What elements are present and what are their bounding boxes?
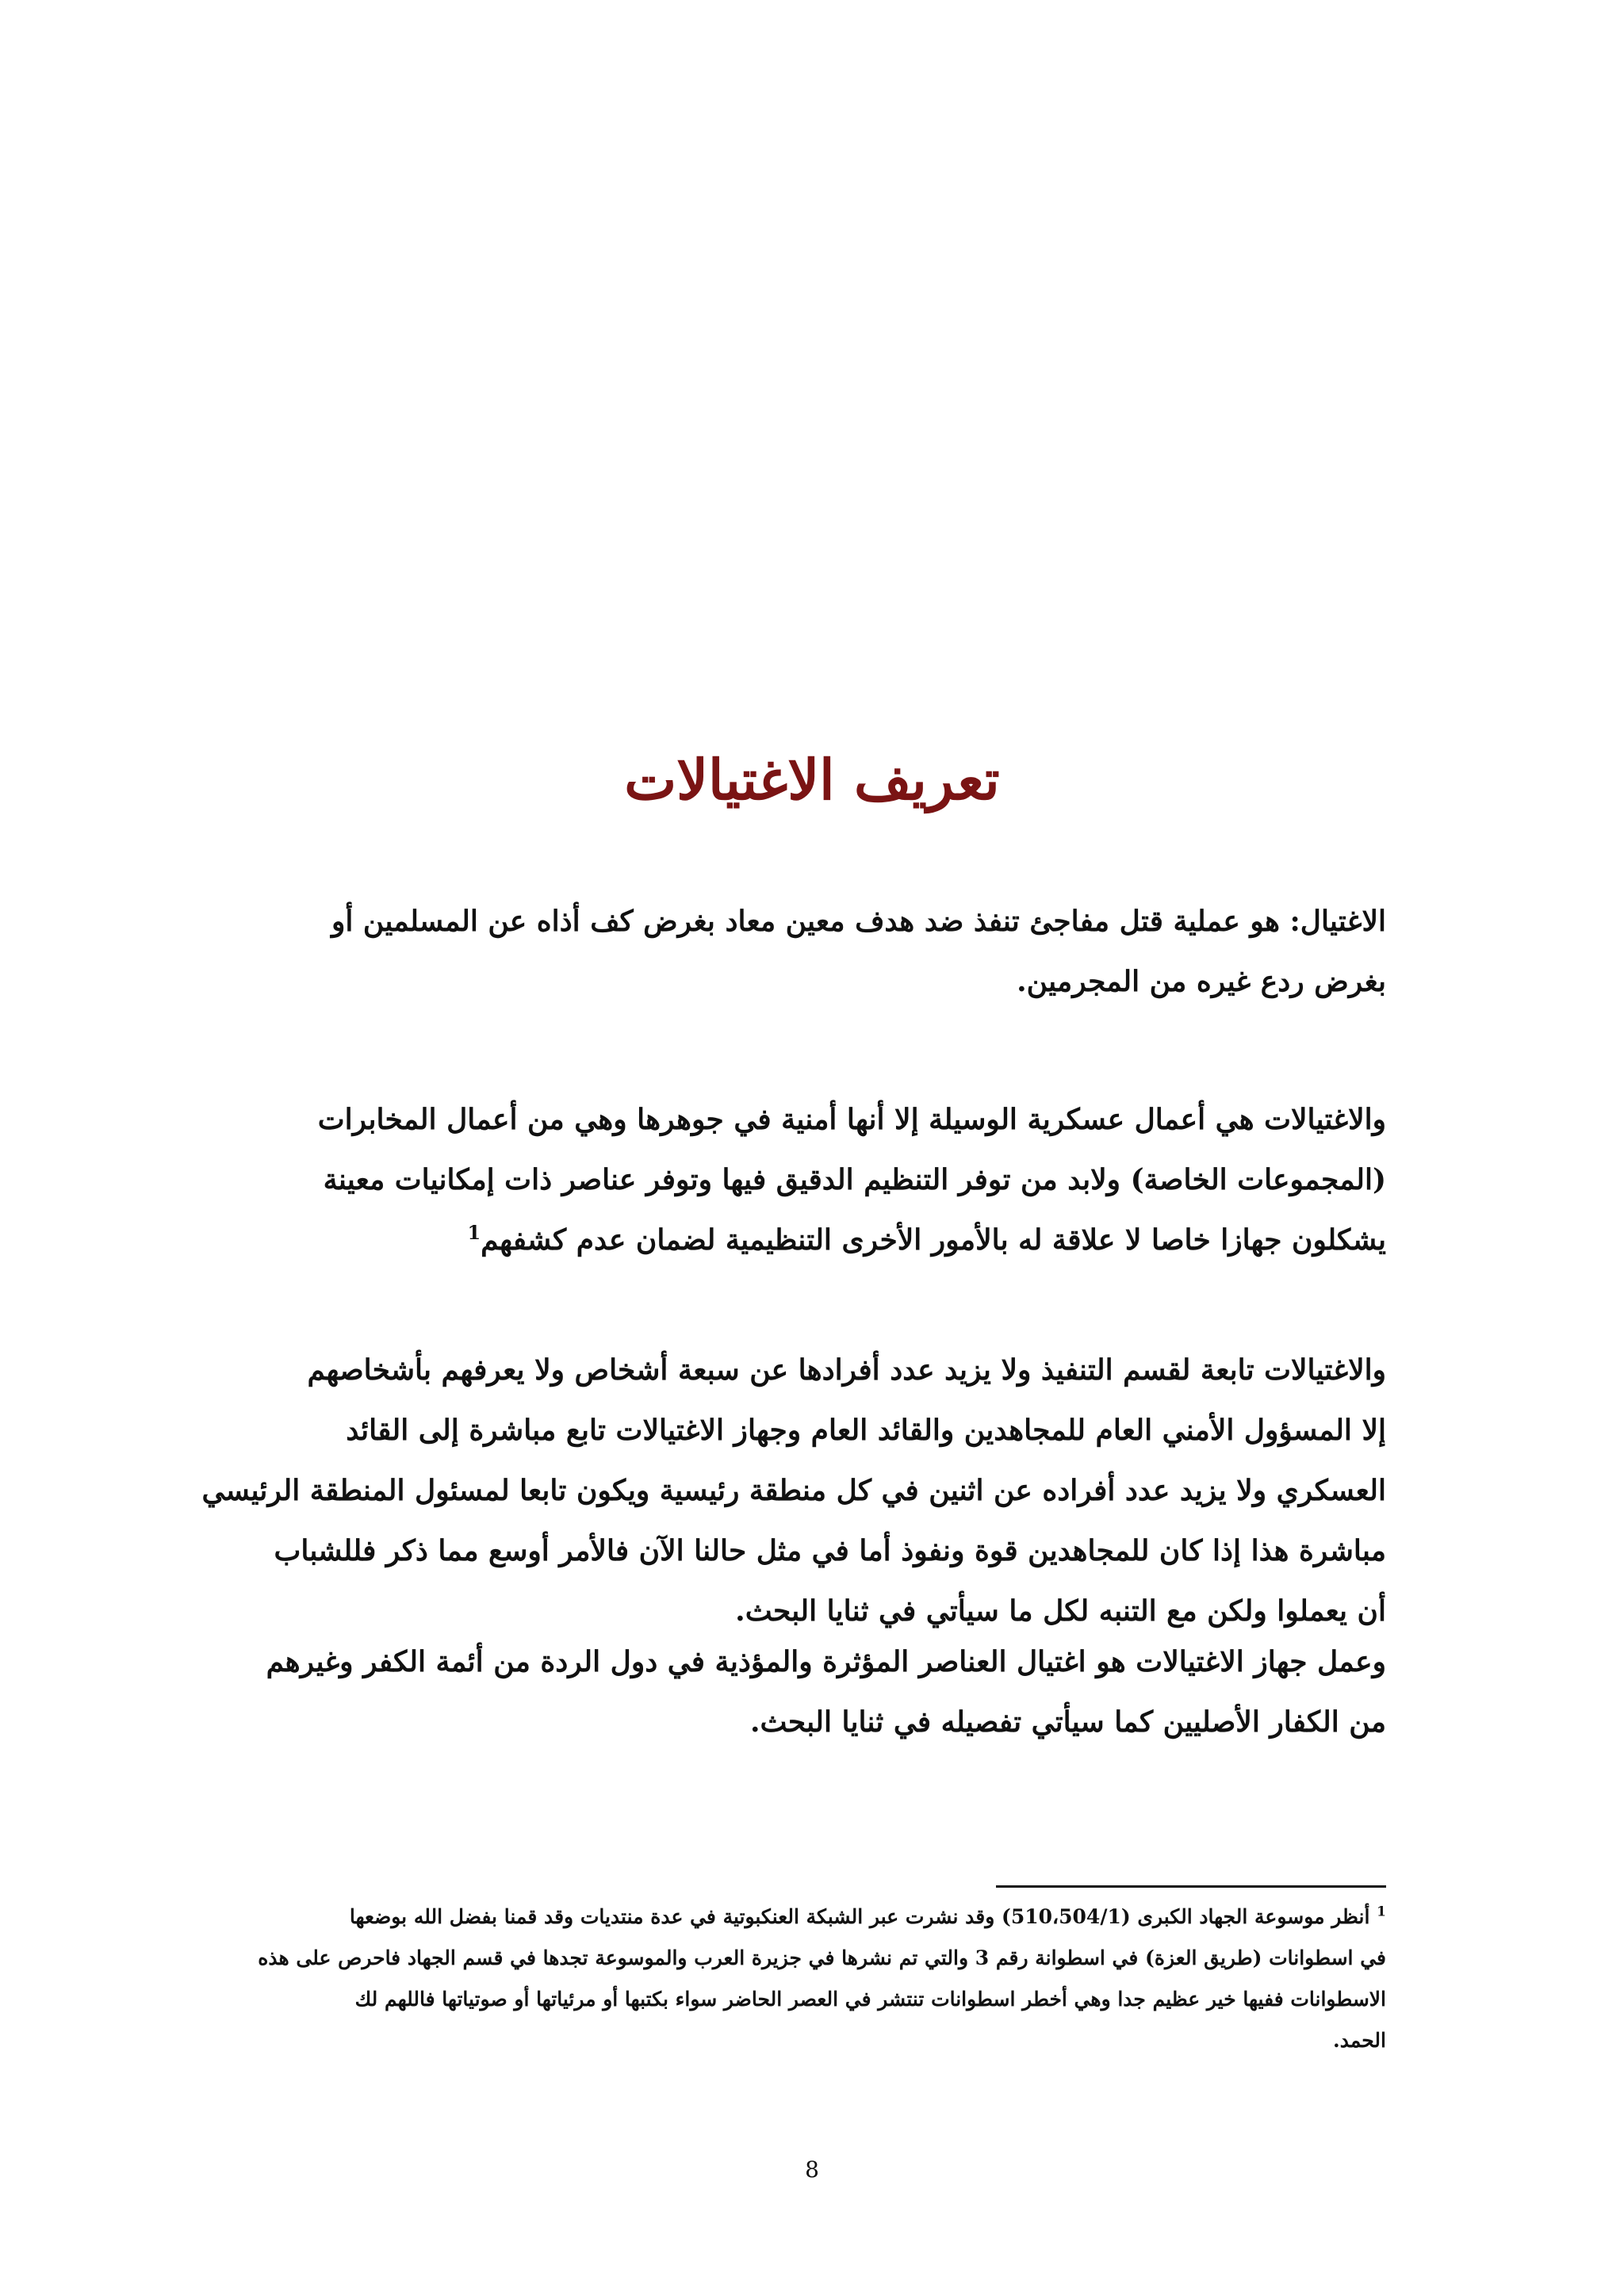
paragraph-line: والاغتيالات تابعة لقسم التنفيذ ولا يزيد عدد أفرادها عن سبعة أشخاص ولا يعرفهم بأشخاصهم <box>307 1353 1386 1387</box>
footnote-line: في اسطوانات (طريق العزة) في اسطوانة رقم 3 والتي تم نشرها في جزيرة العرب والموسوعة تجدها في قسم الجهاد فاحرص على هذه <box>258 1946 1386 1969</box>
footnote-number: 1 <box>1377 1904 1386 1920</box>
footnote-line: الاسطوانات ففيها خير عظيم جدا وهي أخطر اسطوانات تنتشر في العصر الحاضر سواء بكتبها أو مرئياتها أو صوتياتها فاللهم لك <box>354 1988 1386 2011</box>
paragraph-function <box>260 1632 1386 1752</box>
paragraph-line: الاغتيال: هو عملية قتل مفاجئ تنفذ ضد هدف معين معاد بغرض كف أذاه عن المسلمين أو <box>331 905 1386 938</box>
paragraph-nature <box>260 1089 1386 1270</box>
paragraph-line-text: يشكلون جهازا خاصا لا علاقة له بالأمور الأخرى التنظيمية لضمان عدم كشفهم <box>481 1223 1386 1257</box>
paragraph-organization <box>201 1340 1386 1641</box>
paragraph-line: مباشرة هذا إذا كان للمجاهدين قوة ونفوذ أما في مثل حالنا الآن فالأمر أوسع مما ذكر فللشباب <box>274 1534 1386 1567</box>
paragraph-line: من الكفار الأصليين كما سيأتي تفصيله في ثنايا البحث. <box>749 1705 1386 1739</box>
footnote-divider <box>996 1885 1386 1888</box>
footnote-reference[interactable]: 1 <box>467 1221 481 1244</box>
paragraph-line: أن يعملوا ولكن مع التنبه لكل ما سيأتي في ثنايا البحث. <box>735 1594 1386 1628</box>
footnote-line: الحمد. <box>1333 2029 1386 2052</box>
paragraph-line: (المجموعات الخاصة) ولابد من توفر التنظيم الدقيق فيها وتوفر عناصر ذات إمكانيات معينة <box>323 1163 1386 1196</box>
page-number: 8 <box>805 2156 819 2183</box>
footnote-line <box>260 1896 1386 1938</box>
paragraph-definition <box>260 891 1386 1012</box>
footnote <box>260 1896 1386 2061</box>
paragraph-line <box>260 1210 1386 1270</box>
paragraph-line: والاغتيالات هي أعمال عسكرية الوسيلة إلا أنها أمنية في جوهرها وهي من أعمال المخابرات <box>317 1103 1386 1136</box>
footnote-line-text: أنظر موسوعة الجهاد الكبرى (510،504/1) وقد نشرت عبر الشبكة العنكبوتية في عدة منتديات وقد قمنا بفضل الله بوضعها <box>349 1905 1370 1928</box>
paragraph-line: وعمل جهاز الاغتيالات هو اغتيال العناصر المؤثرة والمؤذية في دول الردة من أئمة الكفر وغيرهم <box>266 1645 1386 1678</box>
paragraph-line: بغرض ردع غيره من المجرمين. <box>1017 965 1386 998</box>
paragraph-line: العسكري ولا يزيد عدد أفراده عن اثنين في كل منطقة رئيسية ويكون تابعا لمسئول المنطقة الرئيسي <box>201 1474 1386 1507</box>
page-title: تعريف الاغتيالات <box>624 746 1000 813</box>
paragraph-line: إلا المسؤول الأمني العام للمجاهدين والقائد العام وجهاز الاغتيالات تابع مباشرة إلى القائد <box>346 1414 1386 1447</box>
